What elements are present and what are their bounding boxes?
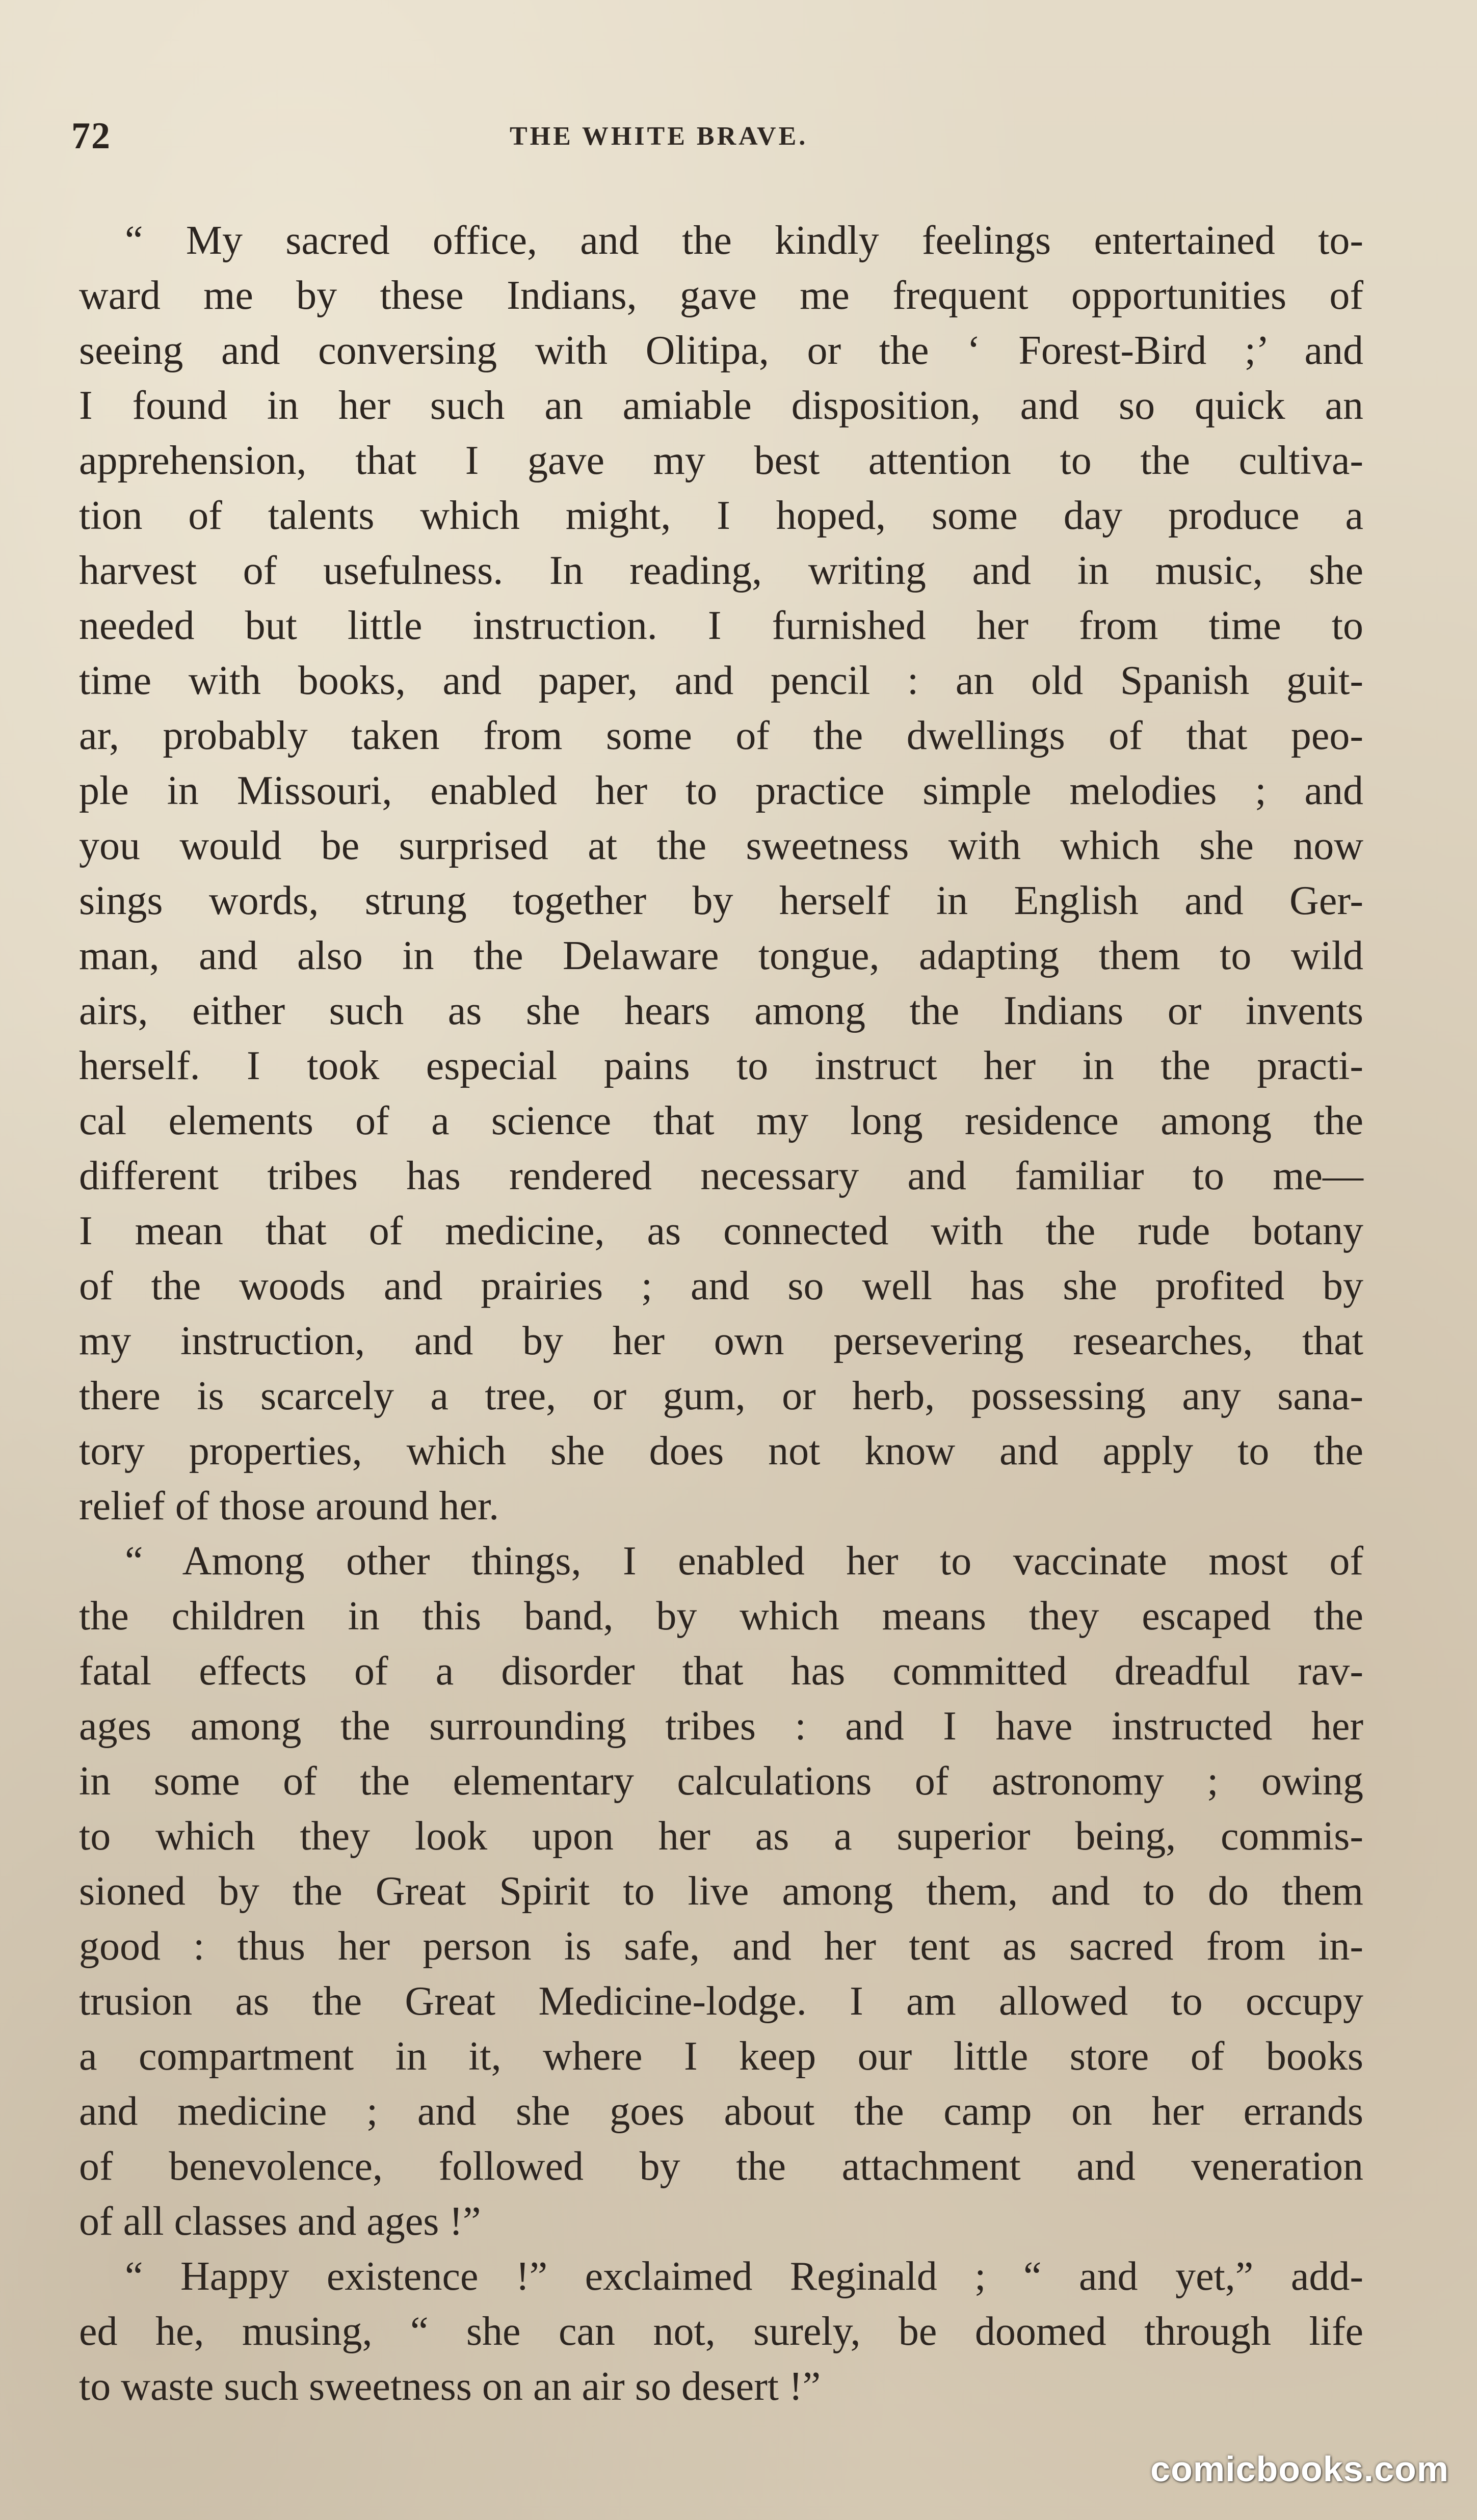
text-line: in some of the elementary calculations of astronomy ; owing (79, 1759, 1363, 1804)
text-line: ple in Missouri, enabled her to practice simple melodies ; and (79, 768, 1363, 813)
text-line: fatal effects of a disorder that has committed dreadful rav- (79, 1649, 1363, 1694)
text-line: harvest of usefulness. In reading, writing and in music, she (79, 548, 1363, 593)
text-line: good : thus her person is safe, and her tent as sacred from in- (79, 1924, 1363, 1969)
text-line: and medicine ; and she goes about the camp on her errands (79, 2089, 1363, 2134)
text-line: herself. I took especial pains to instruct her in the practi- (79, 1043, 1363, 1088)
text-line: seeing and conversing with Olitipa, or the ‘ Forest-Bird ;’ and (79, 328, 1363, 373)
text-line: there is scarcely a tree, or gum, or herb, possessing any sana- (79, 1374, 1363, 1418)
text-line: needed but little instruction. I furnished her from time to (79, 603, 1363, 648)
text-line: I mean that of medicine, as connected with the rude botany (79, 1209, 1363, 1253)
text-line: cal elements of a science that my long residence among the (79, 1098, 1363, 1143)
text-line: of benevolence, followed by the attachment and veneration (79, 2144, 1363, 2189)
text-line: ward me by these Indians, gave me frequent opportunities of (79, 273, 1363, 318)
text-line: tory properties, which she does not know and apply to the (79, 1429, 1363, 1473)
text-line: my instruction, and by her own persevering researches, that (79, 1319, 1363, 1363)
text-line: sings words, strung together by herself in English and Ger- (79, 878, 1363, 923)
watermark: comicbooks.com (1150, 2449, 1449, 2489)
page-number: 72 (71, 115, 111, 157)
text-line: a compartment in it, where I keep our little store of books (79, 2034, 1363, 2079)
text-line: ed he, musing, “ she can not, surely, be doomed through life (79, 2309, 1363, 2354)
text-line: ar, probably taken from some of the dwellings of that peo- (79, 713, 1363, 758)
text-line: man, and also in the Delaware tongue, adapting them to wild (79, 933, 1363, 978)
text-line: “ Among other things, I enabled her to vaccinate most of (125, 1539, 1363, 1584)
text-line: of all classes and ages !” (79, 2199, 481, 2244)
text-line: I found in her such an amiable disposition, and so quick an (79, 383, 1363, 428)
text-line: the children in this band, by which means they escaped the (79, 1594, 1363, 1639)
text-line: trusion as the Great Medicine-lodge. I am allowed to occupy (79, 1979, 1363, 2024)
text-line: tion of talents which might, I hoped, some day produce a (79, 493, 1363, 538)
text-line: “ My sacred office, and the kindly feelings entertained to- (125, 218, 1363, 263)
text-line: different tribes has rendered necessary and familiar to me— (79, 1154, 1363, 1198)
text-line: apprehension, that I gave my best attention to the cultiva- (79, 438, 1363, 483)
text-line: time with books, and paper, and pencil : an old Spanish guit- (79, 658, 1363, 703)
running-title: THE WHITE BRAVE. (510, 122, 808, 151)
text-line: sioned by the Great Spirit to live among them, and to do them (79, 1869, 1363, 1914)
text-line: to which they look upon her as a superior being, commis- (79, 1814, 1363, 1859)
text-line: of the woods and prairies ; and so well has she profited by (79, 1264, 1363, 1308)
text-line: to waste such sweetness on an air so desert !” (79, 2364, 821, 2409)
text-line: airs, either such as she hears among the Indians or invents (79, 988, 1363, 1033)
text-line: you would be surprised at the sweetness with which she now (79, 823, 1363, 868)
text-line: relief of those around her. (79, 1484, 499, 1529)
text-line: ages among the surrounding tribes : and I have instructed her (79, 1704, 1363, 1749)
body-text (79, 213, 1363, 2414)
text-line: “ Happy existence !” exclaimed Reginald ; “ and yet,” add- (125, 2254, 1363, 2299)
